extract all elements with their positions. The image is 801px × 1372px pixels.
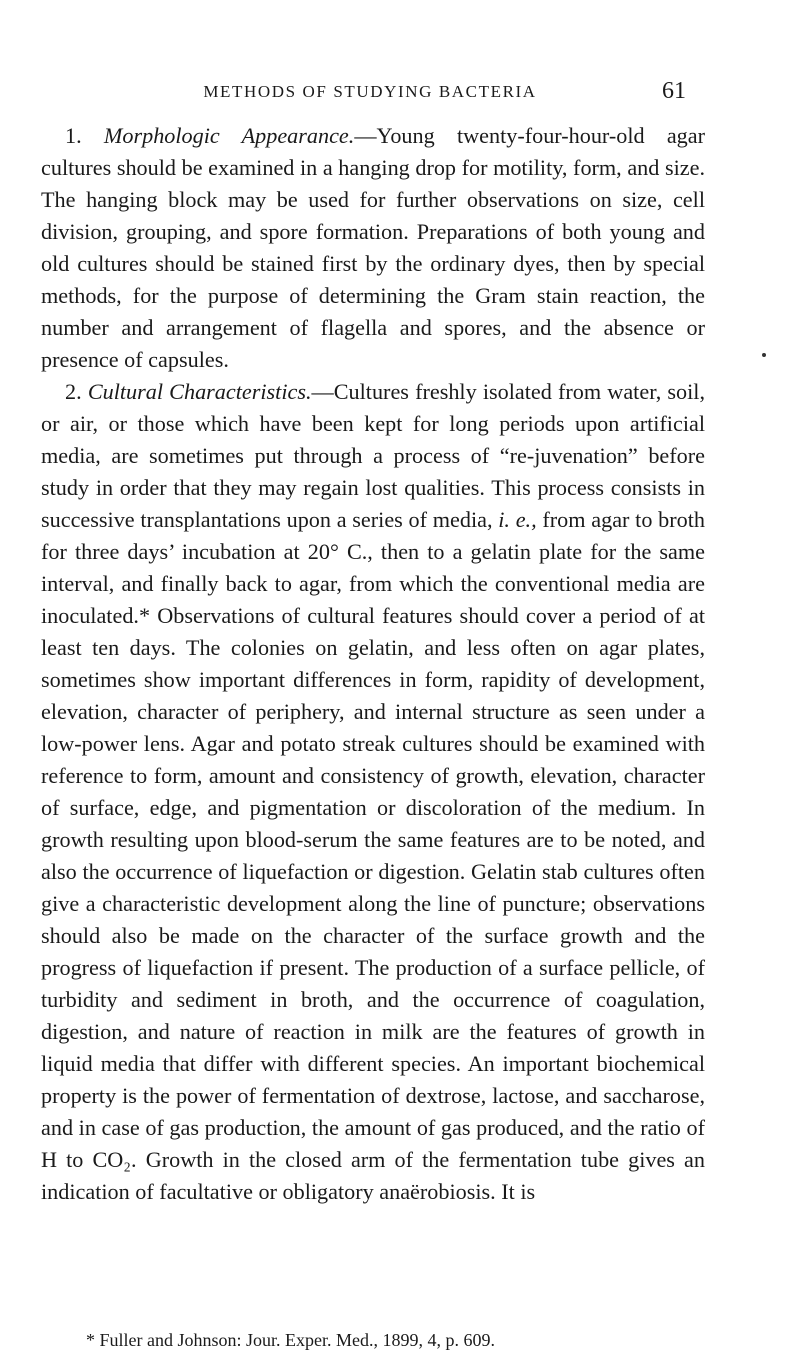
abbreviation-ie: i. e., [498, 507, 537, 532]
em-dash: — [354, 123, 377, 148]
paragraph-text: Cultures freshly isolated from water, soil, or air, or those which have been kept for long periods upon artificial media, are sometimes put through a process of “re-juvenation” before study in order that they may regain lost qualities. This process consists in successive transplantations upon a series of media, [41, 379, 705, 532]
running-head: METHODS OF STUDYING BACTERIA [203, 82, 537, 101]
paragraph-cultural-characteristics [41, 376, 705, 1208]
section-heading: Cultural Characteristics. [87, 379, 312, 404]
footnote: * Fuller and Johnson: Jour. Exper. Med., 1899, 4, p. 609. [86, 1330, 495, 1350]
section-number: 1. [65, 123, 82, 148]
section-heading: Morphologic Appearance. [103, 123, 355, 148]
em-dash: — [311, 379, 334, 404]
paragraph-text: Young twenty-four-hour-old agar cultures should be examined in a hanging drop for motility, form, and size. The hanging block may be used for further observations on size, cell division, grouping, and spore formation. Preparations of both young and old cultures should be stained first by the ordinary dyes, then by special methods, for the purpose of determining the Gram stain reaction, the number and arrangement of flagella and spores, and the absence or presence of capsules. [41, 123, 706, 372]
margin-dot [762, 353, 766, 357]
paragraph-morphologic-appearance [41, 120, 705, 376]
section-number: 2. [65, 379, 82, 404]
page-number: 61 [662, 78, 686, 104]
paragraph-text-continued: from agar to broth for three days’ incubation at 20° C., then to a gelatin plate for the same interval, and finally back to agar, from which the conventional media are inoculated.* Observations of cultural features should cover a period of at least ten days. The colonies on gelatin, and less often on agar plates, sometimes show important differences in form, rapidity of development, elevation, character of periphery, and internal structure as seen under a low-power lens. Agar and potato streak cultures should be examined with reference to form, amount and consistency of growth, elevation, character of surface, edge, and pigmentation or discoloration of the medium. In growth resulting upon blood-serum the same features are to be noted, and also the occurrence of liquefaction or digestion. Gelatin stab cultures often give a characteristic development along the line of puncture; observations should also be made on the character of the surface growth and the progress of liquefaction if present. The production of a surface pellicle, of turbidity and sediment in broth, and the occurrence of coagulation, digestion, and nature of reaction in milk are the features of growth in liquid media that differ with different species. An important biochemical property is the power of fermentation of dextrose, lactose, and saccharose, and in case of gas production, the amount of gas produced, and the ratio of H to CO₂. Growth in the closed arm of the fermentation tube gives an indication of facultative or obligatory anaërobiosis. It is [41, 507, 705, 1204]
body-text [41, 120, 705, 1208]
